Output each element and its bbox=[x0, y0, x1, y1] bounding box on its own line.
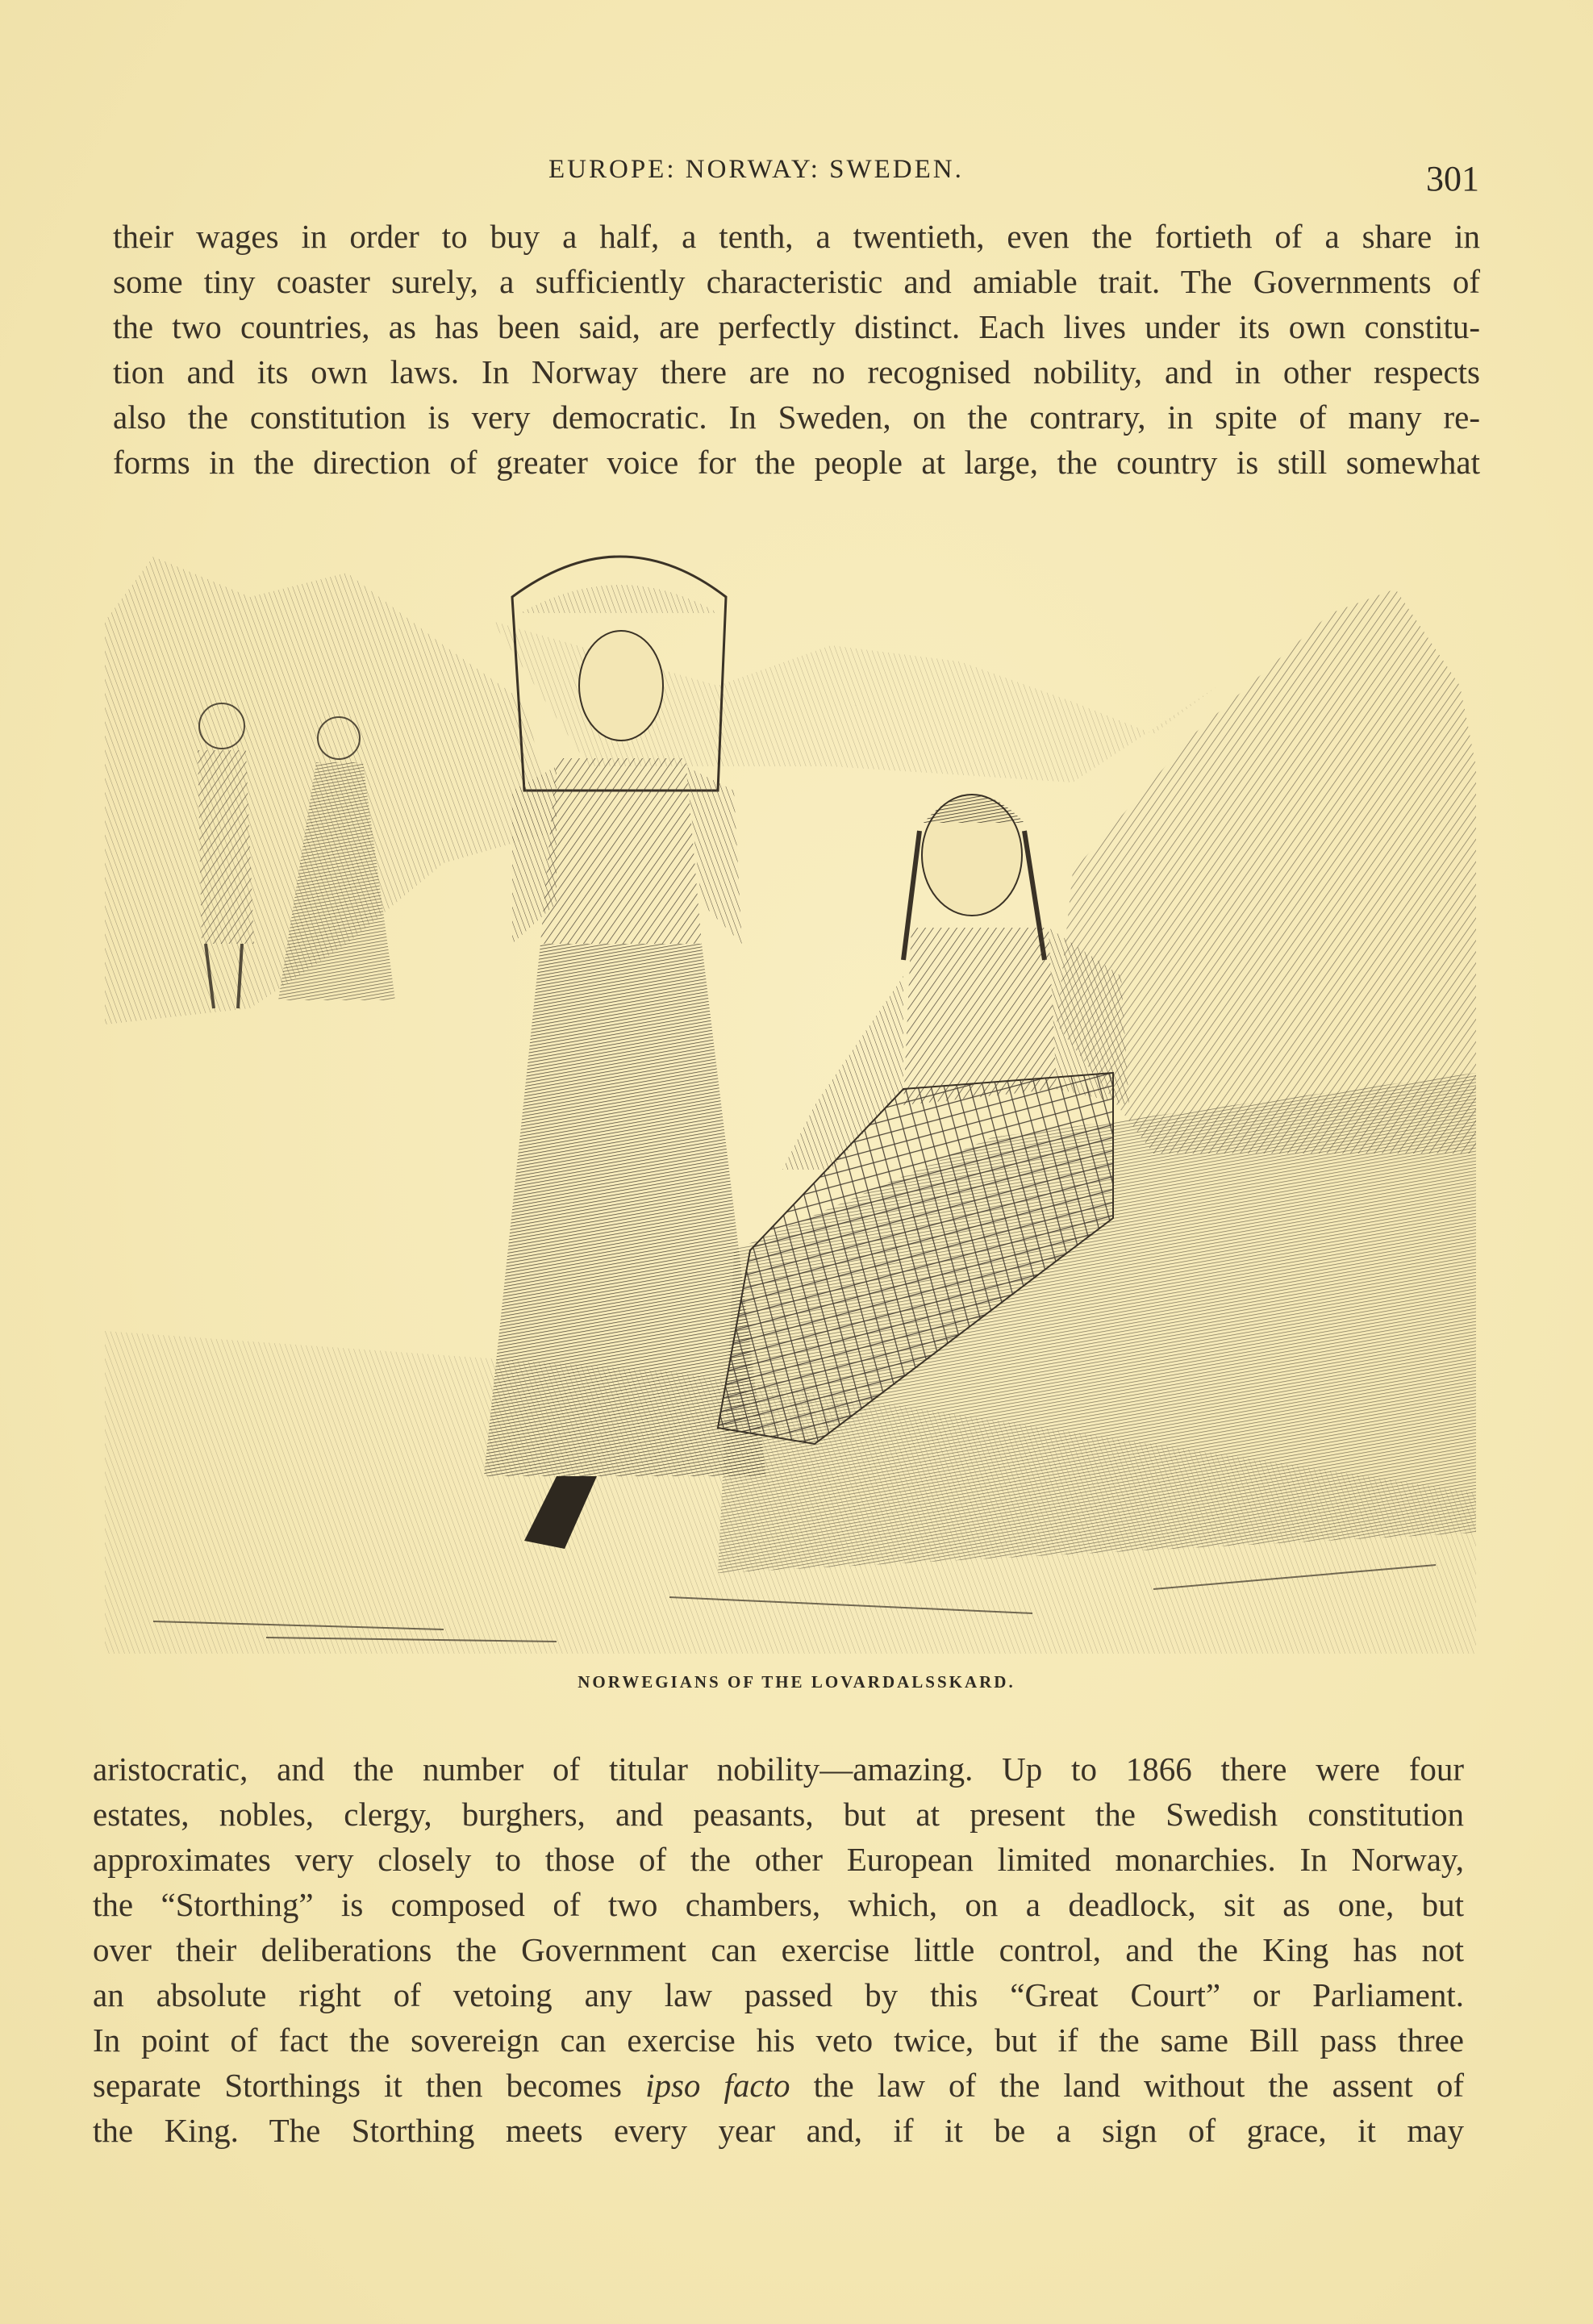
text-line: In point of fact the sovereign can exercise his veto twice, but if the same Bill pass three bbox=[93, 2022, 1464, 2059]
text-line: estates, nobles, clergy, burghers, and peasants, but at present the Swedish constitution bbox=[93, 1796, 1464, 1833]
text-line: the two countries, as has been said, are perfectly distinct. Each lives under its own constitu- bbox=[113, 308, 1480, 345]
bottom-paragraph bbox=[93, 1746, 1464, 2153]
text-line: approximates very closely to those of the other European limited monarchies. In Norway, bbox=[93, 1841, 1464, 1878]
running-head: EUROPE: NORWAY: SWEDEN. bbox=[548, 155, 964, 184]
top-paragraph bbox=[113, 214, 1480, 485]
text-line: their wages in order to buy a half, a tenth, a twentieth, even the fortieth of a share in bbox=[113, 218, 1480, 255]
italic-phrase: ipso facto bbox=[645, 2067, 790, 2104]
text-line: an absolute right of vetoing any law passed by this “Great Court” or Parliament. bbox=[93, 1976, 1464, 2013]
text-span: separate Storthings it then becomes bbox=[93, 2067, 622, 2104]
text-line: over their deliberations the Government can exercise little control, and the King has not bbox=[93, 1931, 1464, 1968]
text-line: tion and its own laws. In Norway there are no recognised nobility, and in other respects bbox=[113, 353, 1480, 390]
text-line: aristocratic, and the number of titular nobility—amazing. Up to 1866 there were four bbox=[93, 1750, 1464, 1788]
text-line: some tiny coaster surely, a sufficiently characteristic and amiable trait. The Governments of bbox=[113, 263, 1480, 300]
text-span: the law of the land without the assent of bbox=[813, 2067, 1465, 2104]
text-line: forms in the direction of greater voice for the people at large, the country is still somewhat bbox=[113, 444, 1480, 481]
text-line: also the constitution is very democratic. In Sweden, on the contrary, in spite of many re- bbox=[113, 398, 1480, 436]
text-line: the King. The Storthing meets every year and, if it be a sign of grace, it may bbox=[93, 2112, 1464, 2149]
text-line: the “Storthing” is composed of two chambers, which, on a deadlock, sit as one, but bbox=[93, 1886, 1464, 1923]
engraving-illustration bbox=[105, 524, 1476, 1654]
illustration-caption: NORWEGIANS OF THE LOVARDALSSKARD. bbox=[578, 1672, 1015, 1692]
page-number: 301 bbox=[1426, 159, 1479, 198]
text-line-with-italic bbox=[93, 2063, 1464, 2108]
